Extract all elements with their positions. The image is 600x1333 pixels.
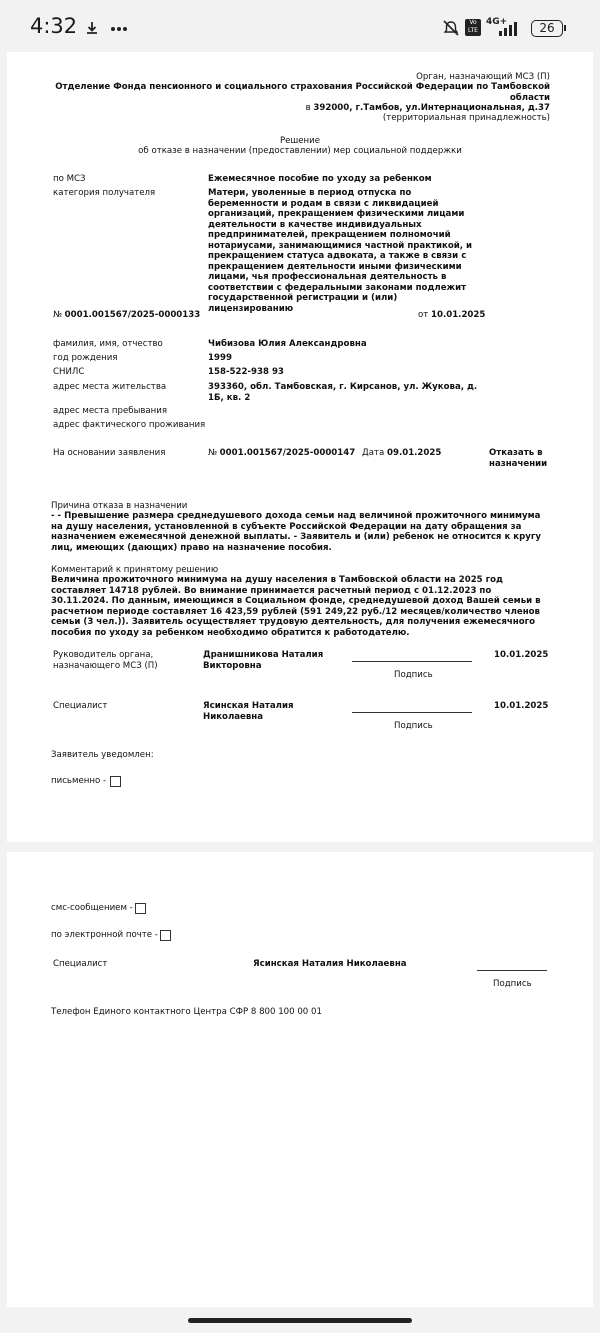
status-bar xyxy=(0,0,600,56)
notified-sms-label: смс-сообщением - xyxy=(51,903,133,913)
comment-text: Величина прожиточного минимума на душу населения в Тамбовской области на 2025 год составляет 14718 рублей. Во внимание принимается расчетный период с 01.12.2023 по 30.11.2024. По данным, имеющимся в Социальном фонде, среднедушевой доход Вашей семьи в расчетном периоде составляет 16 423,59 рублей (591 249,22 руб./12 месяцев/количество членов семьи (3 чел.)). Заявитель осуществляет трудовую деятельность, для получения ежемесячного пособия по уходу за ребенком необходимо обратится к работодателю. xyxy=(51,575,541,638)
header-organization: Отделение Фонда пенсионного и социального страхования Российской Федерации по Тамбовской области xyxy=(55,82,550,103)
application-label: На основании заявления xyxy=(53,448,166,458)
battery-tip xyxy=(564,25,566,31)
decision-number: № 0001.001567/2025-0000133 xyxy=(53,310,201,320)
download-icon xyxy=(84,20,100,36)
residence-label: адрес места жительства xyxy=(53,382,167,392)
reason-label: Причина отказа в назначении xyxy=(51,501,188,511)
notified-written-label: письменно - xyxy=(51,776,107,786)
header-address: в 392000, г.Тамбов, ул.Интернациональная, д.37 xyxy=(305,103,550,113)
snils-value: 158-522-938 93 xyxy=(208,367,284,377)
application-date: Дата 09.01.2025 xyxy=(362,448,442,458)
sms-checkbox[interactable] xyxy=(135,903,146,914)
msz-value: Ежемесячное пособие по уходу за ребенком xyxy=(208,174,432,184)
battery-icon: 26 xyxy=(531,20,563,37)
signature-line-head xyxy=(352,661,472,662)
final-sign-line xyxy=(477,970,547,971)
category-value: Матери, уволенные в период отпуска по беременности и родам в связи с ликвидацией организаций, прекращением физическими лицами деятельности в качестве индивидуальных предпринимателей, прекращением полномочий нотариусами, занимающимися частной практикой, и прекращением статуса адвоката, а также в связи с прекращением деятельности иными физическими лицами, чья профессиональная деятельность в соответствии с федеральными законами подлежит государственной регистрации и (или) лицензированию xyxy=(208,188,473,314)
reason-text: - - Превышение размера среднедушевого дохода семьи над величиной прожиточного минимума на душу населения, установленной в субъекте Российской Федерации на дату обращения за назначением ежемесячной денежной выплаты. - Заявитель и (или) ребенок не относится к кругу лиц, имеющих (дающих) право на назначение пособия. xyxy=(51,511,541,553)
signature-caption-specialist: Подпись xyxy=(394,721,433,731)
snils-label: СНИЛС xyxy=(53,367,85,377)
final-sign-caption: Подпись xyxy=(493,979,532,989)
document-page-2 xyxy=(7,852,593,1307)
header-territory: (территориальная принадлежность) xyxy=(382,113,550,123)
signature-name-head: Дранишникова Наталия Викторовна xyxy=(203,650,324,671)
category-label: категория получателя xyxy=(53,188,156,198)
decision-date: от 10.01.2025 xyxy=(418,310,486,320)
mute-icon xyxy=(442,19,460,37)
network-label: 4G+ xyxy=(486,17,508,27)
document-title: Решение xyxy=(279,136,321,146)
signature-caption-head: Подпись xyxy=(394,670,433,680)
email-checkbox[interactable] xyxy=(160,930,171,941)
document-subtitle: об отказе в назначении (предоставлении) мер социальной поддержки xyxy=(138,146,462,156)
signature-name-specialist: Ясинская Наталия Николаевна xyxy=(203,701,294,722)
home-indicator[interactable] xyxy=(188,1318,412,1323)
more-icon xyxy=(110,26,128,32)
fio-label: фамилия, имя, отчество xyxy=(53,339,163,349)
actual-address-label: адрес фактического проживания xyxy=(53,420,206,430)
signal-icon xyxy=(497,20,523,36)
notified-label: Заявитель уведомлен: xyxy=(51,750,154,760)
written-checkbox[interactable] xyxy=(110,776,121,787)
stay-label: адрес места пребывания xyxy=(53,406,168,416)
comment-label: Комментарий к принятому решению xyxy=(51,565,219,575)
msz-label: по МСЗ xyxy=(53,174,86,184)
clock: 4:32 xyxy=(30,14,78,38)
birth-label: год рождения xyxy=(53,353,118,363)
signature-role-head: Руководитель органа, назначающего МСЗ (П) xyxy=(53,650,158,671)
notified-email-label: по электронной почте - xyxy=(51,930,158,940)
residence-value: 393360, обл. Тамбовская, г. Кирсанов, ул. Жукова, д. 1Б, кв. 2 xyxy=(208,382,478,403)
application-result: Отказать в назначении xyxy=(489,448,548,469)
fio-value: Чибизова Юлия Александровна xyxy=(208,339,367,349)
contact-phone: Телефон Единого контактного Центра СФР 8 800 100 00 01 xyxy=(51,1007,322,1017)
final-sign-role: Специалист xyxy=(53,959,108,969)
birth-value: 1999 xyxy=(208,353,232,363)
final-sign-name: Ясинская Наталия Николаевна xyxy=(253,959,407,969)
header-line1: Орган, назначающий МСЗ (П) xyxy=(416,72,550,82)
volte-badge: Vo LTE xyxy=(465,19,481,36)
signature-date-head: 10.01.2025 xyxy=(494,650,549,660)
document-page-1 xyxy=(7,52,593,842)
signature-date-specialist: 10.01.2025 xyxy=(494,701,549,711)
signature-line-specialist xyxy=(352,712,472,713)
application-number: № 0001.001567/2025-0000147 xyxy=(208,448,356,458)
signature-role-specialist: Специалист xyxy=(53,701,108,711)
